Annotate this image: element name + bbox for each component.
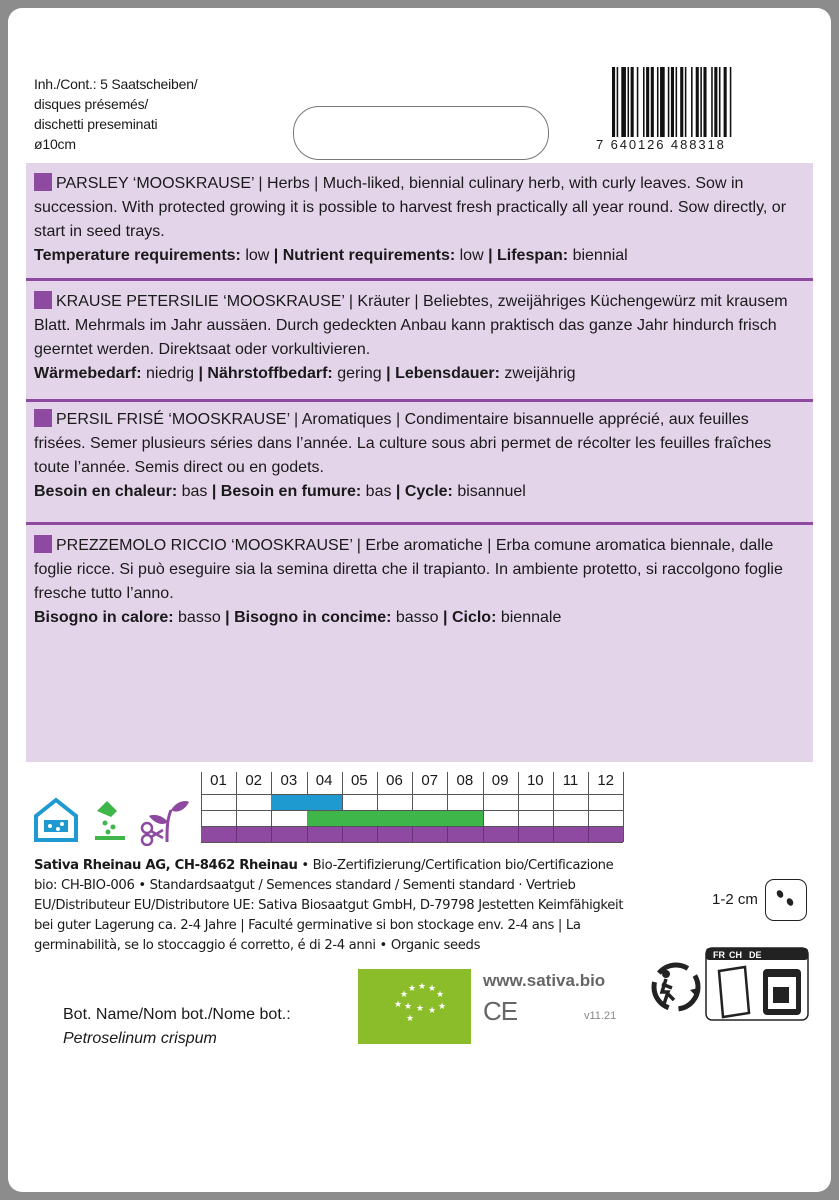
seed-depth-icon xyxy=(765,879,807,921)
barcode xyxy=(612,67,767,147)
section-text: | Erbe aromatiche | Erba comune aromatica biennale, dalle foglie ricce. Si può eseguire sia la semina diretta che il trapianto. In ambiente protetto, si raccolgono foglie fresche tutto l’anno. xyxy=(34,537,783,602)
triman-country-de: DE xyxy=(749,950,762,960)
svg-text:★: ★ xyxy=(418,981,427,991)
calendar-divider xyxy=(377,826,378,842)
calendar-divider xyxy=(307,826,308,842)
barcode-number: 7 640126 488318 xyxy=(596,137,726,152)
harvest-icon xyxy=(137,794,191,846)
eu-organic-logo xyxy=(358,969,471,1044)
calendar-divider xyxy=(553,826,554,842)
calendar-divider xyxy=(271,826,272,842)
svg-text:★: ★ xyxy=(416,1003,425,1013)
contents-line: ø10cm xyxy=(34,136,76,152)
calendar-divider xyxy=(447,826,448,842)
svg-text:★: ★ xyxy=(404,1001,413,1011)
calendar-divider xyxy=(236,826,237,842)
bullet-square-icon xyxy=(34,409,52,427)
calendar-month-label: 02 xyxy=(245,772,263,789)
company-name: Sativa Rheinau AG, CH-8462 Rheinau xyxy=(34,858,298,873)
section-properties: Wärmebedarf: niedrig | Nährstoffbedarf: gering | Lebensdauer: zweijährig xyxy=(34,365,576,382)
contents-line: disques présemés/ xyxy=(34,96,149,112)
calendar-month-label: 01 xyxy=(210,772,227,789)
calendar-divider xyxy=(518,826,519,842)
section-properties: Temperature requirements: low | Nutrient requirements: low | Lifespan: biennial xyxy=(34,247,628,264)
svg-text:★: ★ xyxy=(428,1005,437,1015)
section-title: KRAUSE PETERSILIE ‘MOOSKRAUSE’ xyxy=(56,293,345,310)
version: v11.21 xyxy=(584,1010,617,1022)
bullet-square-icon xyxy=(34,173,52,191)
calendar-divider xyxy=(588,826,589,842)
svg-text:★: ★ xyxy=(408,983,417,993)
calendar-month-label: 03 xyxy=(280,772,298,789)
calendar-month-label: 04 xyxy=(315,772,333,789)
calendar-month-label: 12 xyxy=(597,772,615,789)
botanical-name: Petroselinum crispum xyxy=(63,1030,217,1047)
calendar-month-label: 08 xyxy=(456,772,474,789)
calendar-divider xyxy=(483,826,484,842)
calendar-month-label: 06 xyxy=(386,772,403,789)
website: www.sativa.bio xyxy=(483,971,606,990)
svg-text:★: ★ xyxy=(400,989,409,999)
section-english xyxy=(34,172,804,268)
calendar-month-label: 09 xyxy=(491,772,509,789)
calendar-month-label: 05 xyxy=(350,772,368,789)
calendar-divider xyxy=(623,772,624,842)
section-italian xyxy=(34,534,804,630)
calendar-divider xyxy=(412,826,413,842)
bullet-square-icon xyxy=(34,291,52,309)
calendar-month-label: 07 xyxy=(421,772,439,789)
ce-mark: CE xyxy=(483,996,518,1026)
hang-hole xyxy=(293,106,549,160)
calendar-row-line xyxy=(201,842,623,843)
section-divider xyxy=(26,399,813,402)
bullet-square-icon xyxy=(34,535,52,553)
section-text: | Kräuter | Beliebtes, zweijähriges Küchengewürz mit krausem Blatt. Mehrmals im Jahr aussäen. Durch gedeckten Anbau kann praktisch das ganze Jahr hindurch frisch geerntet werden. Direktsaat oder vorkultivieren. xyxy=(34,293,788,358)
sowing-depth: 1-2 cm xyxy=(712,891,758,908)
svg-text:★: ★ xyxy=(438,1001,447,1011)
triman-country-ch: CH xyxy=(729,950,742,960)
recycling-person-icon xyxy=(646,960,706,1014)
company-info xyxy=(34,856,634,956)
section-properties: Bisogno in calore: basso | Bisogno in concime: basso | Ciclo: biennale xyxy=(34,609,562,626)
contents-line: dischetti preseminati xyxy=(34,116,158,132)
section-title: PARSLEY ‘MOOSKRAUSE’ xyxy=(56,175,254,192)
calendar-month-label: 10 xyxy=(526,772,544,789)
svg-text:★: ★ xyxy=(394,999,403,1009)
calendar-divider xyxy=(342,826,343,842)
calendar-bar xyxy=(307,811,483,826)
svg-text:★: ★ xyxy=(428,983,437,993)
calendar-month-label: 11 xyxy=(562,772,579,789)
greenhouse-sowing-icon xyxy=(32,796,80,844)
section-german xyxy=(34,290,804,386)
section-title: PERSIL FRISÉ ‘MOOSKRAUSE’ xyxy=(56,411,290,428)
section-divider xyxy=(26,522,813,525)
direct-sowing-icon xyxy=(91,799,131,841)
calendar-bar xyxy=(271,795,341,810)
section-french xyxy=(34,408,804,504)
section-text: | Aromatiques | Condimentaire bisannuelle apprécié, aux feuilles frisées. Semer plusieurs séries dans l’année. La culture sous abri permet de récolter les feuilles fraîches toute l’année. Semis direct ou en godets. xyxy=(34,411,772,476)
triman-info-icon xyxy=(705,947,809,1021)
calendar-row-line xyxy=(201,794,623,795)
section-properties: Besoin en chaleur: bas | Besoin en fumure: bas | Cycle: bisannuel xyxy=(34,483,526,500)
section-title: PREZZEMOLO RICCIO ‘MOOSKRAUSE’ xyxy=(56,537,353,554)
svg-text:★: ★ xyxy=(436,989,445,999)
contents-line: Inh./Cont.: 5 Saatscheiben/ xyxy=(34,76,198,92)
section-text: | Herbs | Much-liked, biennial culinary herb, with curly leaves. Sow in succession. With protected growing it is possible to harvest fresh practically all year round. Sow directly, or start in seed trays. xyxy=(34,175,787,240)
botanical-label: Bot. Name/Nom bot./Nome bot.: xyxy=(63,1006,291,1023)
section-divider xyxy=(26,278,813,281)
description-panel xyxy=(26,163,813,762)
contents-info xyxy=(34,74,198,154)
triman-country-fr: FR xyxy=(713,950,725,960)
svg-text:★: ★ xyxy=(406,1013,415,1023)
company-text: • Bio-Zertifizierung/Certification bio/Certificazione bio: CH-BIO-006 • Standardsaatgut / Semences standard / Sementi standard · Vertrieb EU/Distributeur EU/Distributore UE: Sativa Biosaatgut GmbH, D-79798 Jestetten Keimfähigkeit bei guter Lagerung ca. 2-4 Jahre | Faculté germinative si bon stockage env. 2-4 ans | La germinabilità, se lo stoccaggio é corretto, é di 2-4 anni • Organic seeds xyxy=(34,858,624,953)
